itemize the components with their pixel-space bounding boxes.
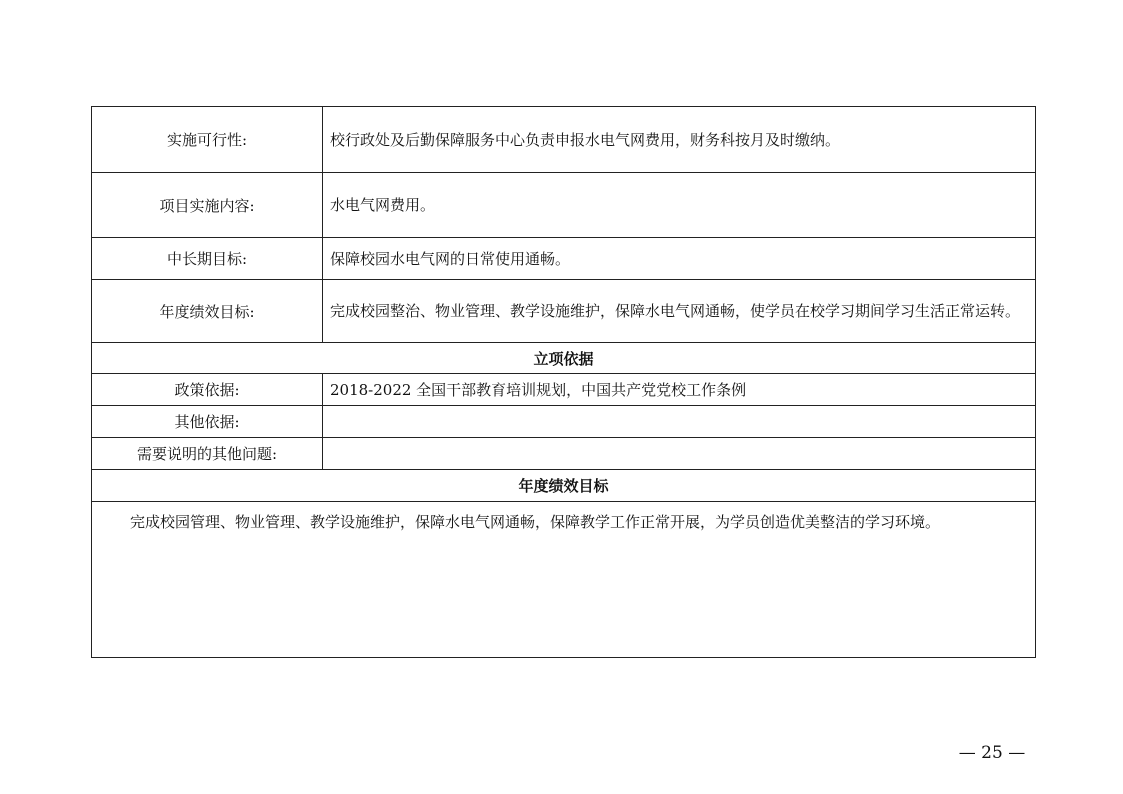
row-value: 完成校园整治、物业管理、教学设施维护，保障水电气网通畅，使学员在校学习期间学习生活正常运转。 (323, 280, 1036, 343)
row-value: 保障校园水电气网的日常使用通畅。 (323, 238, 1036, 280)
page-number: — 25 — (958, 743, 1026, 763)
row-value: 2018-2022 全国干部教育培训规划，中国共产党党校工作条例 (323, 374, 1036, 406)
row-label: 年度绩效目标: (92, 280, 323, 343)
section-header-row (92, 470, 1036, 502)
row-value: 校行政处及后勤保障服务中心负责申报水电气网费用，财务科按月及时缴纳。 (323, 107, 1036, 173)
row-label: 中长期目标: (92, 238, 323, 280)
table-row (92, 173, 1036, 238)
table-row (92, 374, 1036, 406)
table-row (92, 502, 1036, 658)
annual-goal-text: 完成校园管理、物业管理、教学设施维护，保障水电气网通畅，保障教学工作正常开展，为学员创造优美整洁的学习环境。 (92, 502, 1036, 658)
row-label: 其他依据: (92, 406, 323, 438)
section-header: 立项依据 (92, 343, 1036, 374)
table-row (92, 406, 1036, 438)
row-label: 政策依据: (92, 374, 323, 406)
table-row (92, 438, 1036, 470)
row-value: 水电气网费用。 (323, 173, 1036, 238)
table-row (92, 107, 1036, 173)
row-label: 项目实施内容: (92, 173, 323, 238)
row-value (323, 406, 1036, 438)
section-header-row (92, 343, 1036, 374)
row-label: 需要说明的其他问题: (92, 438, 323, 470)
project-info-table (91, 106, 1036, 658)
table-row (92, 280, 1036, 343)
row-value (323, 438, 1036, 470)
row-label: 实施可行性: (92, 107, 323, 173)
section-header: 年度绩效目标 (92, 470, 1036, 502)
table-row (92, 238, 1036, 280)
